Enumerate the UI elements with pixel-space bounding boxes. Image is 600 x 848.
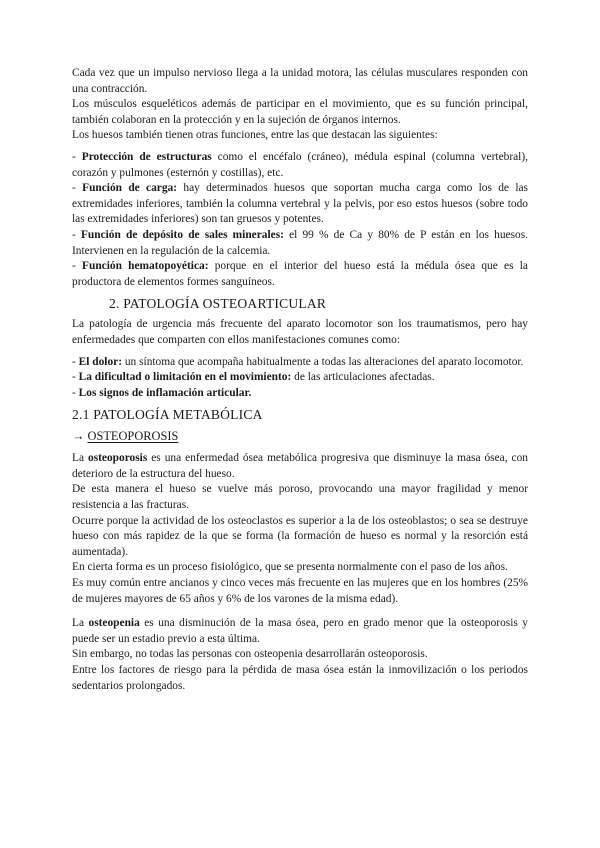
item-title: Protección de estructuras bbox=[81, 150, 212, 163]
list-item: - El dolor: un síntoma que acompaña habitualmente a todas las alteraciones del aparato locomotor. bbox=[72, 355, 524, 368]
paragraph-prevalencia: Es muy común entre ancianos y cinco veces más frecuente en las mujeres que en los hombres (25% de mujeres mayores de 65 años y 6% de los varones de la misma edad). bbox=[72, 577, 528, 605]
section-heading-patologia-metabolica: 2.1 PATOLOGÍA METABÓLICA bbox=[72, 407, 263, 423]
paragraph-patologia-urgencia: La patología de urgencia más frecuente del aparato locomotor son los traumatismos, pero hay enfermedades que comparten con ellos manifestaciones comunes como: bbox=[72, 318, 528, 346]
paragraph-osteoclastos: Ocurre porque la actividad de los osteoclastos es superior a la de los osteoblastos; o sea se destruye hueso con más rapidez de la que se forma (la formación de hueso es normal y la resorción está aumentada). bbox=[72, 514, 528, 558]
list-item: - Protección de estructuras como el encéfalo (cráneo), médula espinal (columna vertebral), corazón y pulmones (esternón y costillas), etc. bbox=[72, 150, 528, 179]
item-title: El dolor: bbox=[78, 355, 123, 368]
subheading-osteoporosis: → OSTEOPOROSIS bbox=[72, 429, 179, 444]
arrow-right-icon: → bbox=[72, 429, 88, 444]
list-item: - La dificultad o limitación en el movimiento: de las articulaciones afectadas. bbox=[72, 371, 435, 384]
paragraph-huesos: Los huesos también tienen otras funciones, entre las que destacan las siguientes: bbox=[72, 129, 438, 142]
paragraph-musculos: Los músculos esqueléticos además de participar en el movimiento, que es su función principal, también colaboran en la protección y en la sujeción de órganos internos. bbox=[72, 98, 528, 126]
list-item: - Función hematopoyética: porque en el interior del hueso está la médula ósea que es la productora de elementos formes sanguíneos. bbox=[72, 260, 528, 288]
item-title: Función hematopoyética: bbox=[82, 260, 209, 273]
item-title: Los signos de inflamación articular. bbox=[78, 386, 252, 399]
term-osteoporosis: osteoporosis bbox=[88, 452, 148, 465]
paragraph-osteopenia-def: La osteopenia es una disminución de la masa ósea, pero en grado menor que la osteoporosis y puede ser un estadio previo a esta última. bbox=[72, 617, 528, 645]
item-title: Función de depósito de sales minerales: bbox=[80, 228, 284, 241]
list-item: - Los signos de inflamación articular. bbox=[72, 386, 252, 399]
section-heading-patologia-osteoarticular: 2. PATOLOGÍA OSTEOARTICULAR bbox=[109, 296, 327, 312]
paragraph-sin-embargo: Sin embargo, no todas las personas con osteopenia desarrollarán osteoporosis. bbox=[72, 648, 428, 661]
paragraph-poroso: De esta manera el hueso se vuelve más poroso, provocando una mayor fragilidad y menor resistencia a las fracturas. bbox=[72, 483, 528, 512]
list-manifestaciones bbox=[72, 355, 528, 402]
list-item: - Función de carga: hay determinados huesos que soportan mucha carga como los de las extremidades inferiores, también la columna vertebral y la pelvis, por eso estos huesos (sobre todo las extremidades inferiores) son tan gruesos y potentes. bbox=[72, 182, 528, 226]
paragraph-osteoporosis-def: La osteoporosis es una enfermedad ósea metabólica progresiva que disminuye la masa ósea, con deterioro de la estructura del hueso. bbox=[72, 452, 528, 480]
paragraph-factores-riesgo: Entre los factores de riesgo para la pérdida de masa ósea están la inmovilización o los periodos sedentarios prolongados. bbox=[72, 664, 528, 692]
list-item: - Función de depósito de sales minerales: el 99 % de Ca y 80% de P están en los huesos. Intervienen en la regulación de la calcemia. bbox=[72, 228, 528, 257]
item-title: Función de carga: bbox=[82, 182, 178, 195]
paragraph-fisiologico: En cierta forma es un proceso fisiológico, que se presenta normalmente con el paso de los años. bbox=[72, 561, 508, 574]
paragraph-impulso: Cada vez que un impulso nervioso llega a la unidad motora, las células musculares responden con una contracción. bbox=[72, 67, 528, 95]
item-title: La dificultad o limitación en el movimiento: bbox=[78, 371, 292, 384]
list-funciones bbox=[72, 150, 528, 290]
term-osteopenia: osteopenia bbox=[88, 617, 140, 630]
